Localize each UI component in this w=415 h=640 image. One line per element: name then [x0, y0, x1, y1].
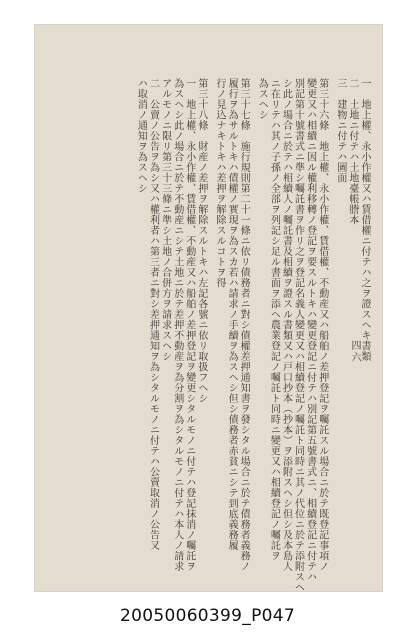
- article-38-item-2-line-1: 二 公賣ノ公告ヲ為シ又ハ權利者ハ第三者ニ對シ差押通知ヲ為シタルモノニ付テハ公賣取消ノ公告又: [147, 78, 159, 551]
- line-gap: [249, 78, 255, 560]
- clause-3: 三 建物ニ付テハ圖面: [334, 78, 346, 183]
- article-36-line-6: 為スヘシ: [256, 78, 268, 120]
- line-gap: [207, 78, 213, 560]
- article-36-line-5: ニ在リテハ其ノ子孫ノ全部ヲ列記シ足ル書面ヲ添ヘ農業登記ノ囑託ト同時ニ變更又ハ相續登記ノ囑託ヲ: [268, 78, 280, 561]
- article-36-line-1: 第三十六條 地上權、永小作權、賃借權、不動産又ハ船舶ノ差押登記ヲ囑託スル場合ニ於テ既登記事項ノ: [316, 78, 328, 572]
- image-caption: 20050060399_P047: [120, 606, 295, 626]
- clause-1: 一 地上權、永小作權又ハ賃借權ニ付テハ之ヲ證スヘキ書類: [359, 78, 370, 362]
- article-38-item-1-line-2: 為スヘシ此ノ場合ニ於テ不動産ニシテ土地ニ於テ差押不動産ヲ為分割ヲ為シタルモノニ付テハ本人ノ請求: [171, 78, 183, 572]
- article-36-line-2: 變更又ハ相續ニ因ル權利移轉ノ登記ヲ要スルトキハ變更登記ニ付テハ別記第五號書式ニ、相續登記ニ付テハ: [304, 78, 316, 582]
- line-gap: [328, 78, 334, 560]
- article-38-heading: 第三十八條 財産ノ差押ヲ解除スルトキハ左記各號ニ依リ取扱フヘシ: [195, 78, 207, 404]
- article-37-line-3: 行ノ見込ナキトキハ差押ヲ解除スルコトヲ得: [213, 78, 225, 288]
- article-37-line-1: 第三十七條 施行規則第二十一條ニ依リ債務者ニ對シ債權差押通知書ヲ發シタル場合ニ於テ債務者義務ノ: [238, 78, 250, 572]
- article-38-item-1-line-1: 一 地上權、永小作權、賃借權、不動産又ハ船舶ノ差押登記ヲ變更シタルモノニ付テハ登記抹消ノ囑託ヲ: [183, 78, 195, 572]
- article-38-item-2-line-2: ハ取消ノ通知ヲ為スヘシ: [135, 78, 147, 194]
- vertical-text-body: [94, 78, 370, 593]
- article-36-line-3: 別記第十號書式ニ準シ囑託書ヲ作リ之ヲ登記名義人變更又ハ相續登記ノ囑託ト同時ニ其ノ代位ニ於テ添附スヘ: [292, 78, 304, 593]
- document-page: [34, 24, 383, 592]
- page-number: 四六: [349, 340, 360, 364]
- article-36-line-4: シ此ノ場合ニ於テハ相續人ノ囑託書及相續ヲ證スル書類又ハ戸口抄本（抄本）ヲ添附スヘシ但シ及本島人: [280, 78, 292, 572]
- article-37-line-2: 履行ヲ為サルトキハ債權ノ實現ヲ為スカ若ハ請求ノ手續ヲ為スヘシ但シ債務者赤貧ニシテ到底義務履: [226, 78, 238, 551]
- clause-2: 二 土地ニ付テハ土地臺帳謄本: [346, 78, 358, 225]
- article-38-item-1-line-3: アルモノニ限リ第三十三條ニ準シ土地ノ合併方ヲ請求スヘシ: [159, 78, 171, 362]
